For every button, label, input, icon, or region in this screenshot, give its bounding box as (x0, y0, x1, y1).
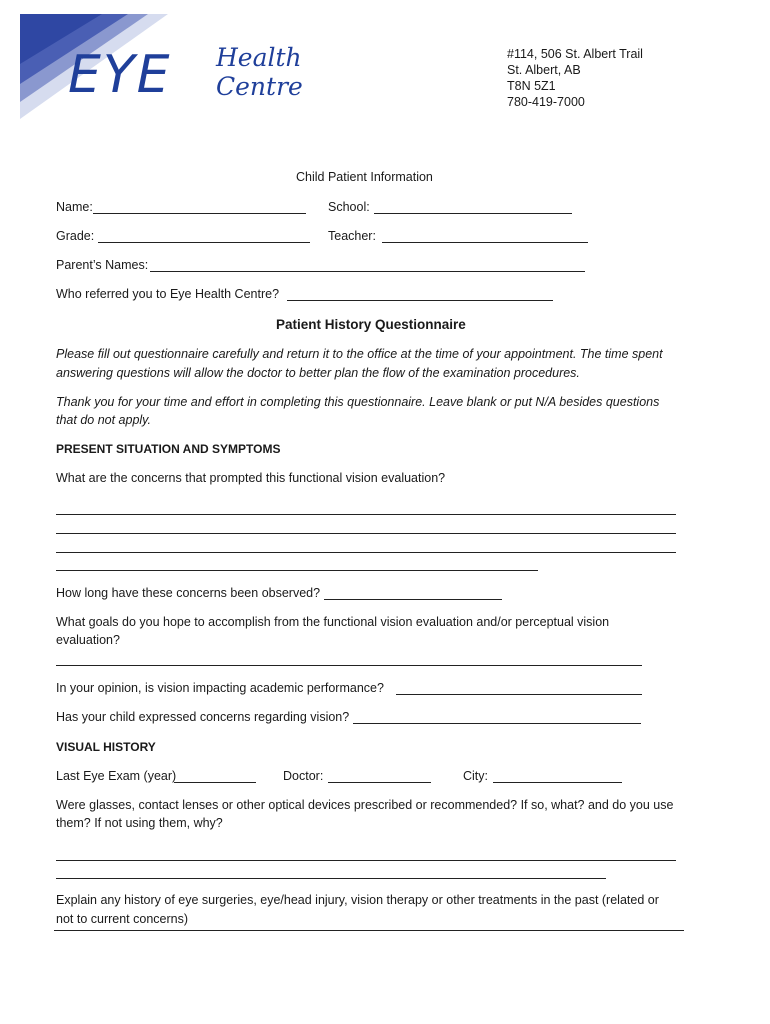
referred-label: Who referred you to Eye Health Centre? (56, 287, 280, 301)
page-divider (54, 930, 684, 931)
academic-field[interactable] (396, 694, 642, 695)
question-child-concerns: Has your child expressed concerns regarding vision? (56, 710, 350, 724)
goals-answer-line[interactable] (56, 665, 642, 666)
question-goals-line-2: evaluation? (56, 633, 120, 647)
parents-label: Parent’s Names: (56, 258, 149, 272)
logo-centre-text: Centre (216, 72, 303, 101)
address-line-1: #114, 506 St. Albert Trail (507, 47, 643, 61)
doctor-label: Doctor: (283, 769, 324, 783)
concerns-answer-line[interactable] (56, 514, 676, 515)
concerns-answer-line[interactable] (56, 533, 676, 534)
question-concerns: What are the concerns that prompted this functional vision evaluation? (56, 471, 446, 485)
school-field[interactable] (374, 213, 572, 214)
glasses-answer-line[interactable] (56, 878, 606, 879)
address-line-2: St. Albert, AB (507, 63, 581, 77)
school-label: School: (328, 200, 370, 214)
questionnaire-title: Patient History Questionnaire (276, 317, 466, 332)
city-label: City: (463, 769, 488, 783)
name-label: Name: (56, 200, 93, 214)
address-phone: 780-419-7000 (507, 95, 585, 109)
address-line-3: T8N 5Z1 (507, 79, 556, 93)
question-goals-line-1: What goals do you hope to accomplish from the functional vision evaluation and/or perceptual vision (56, 615, 610, 629)
logo-health-text: Health (216, 43, 302, 72)
eye-health-centre-logo (20, 14, 320, 124)
question-history-line-1: Explain any history of eye surgeries, eye/head injury, vision therapy or other treatments in the past (related or (56, 893, 659, 907)
logo-graphic (20, 14, 320, 124)
referred-field[interactable] (287, 300, 553, 301)
how-long-field[interactable] (324, 599, 502, 600)
last-exam-label: Last Eye Exam (year) (56, 769, 177, 783)
instruction-2-line-2: that do not apply. (56, 413, 151, 427)
doctor-field[interactable] (328, 782, 431, 783)
teacher-label: Teacher: (328, 229, 376, 243)
instruction-2-line-1: Thank you for your time and effort in completing this questionnaire. Leave blank or put N/A besides questions (56, 395, 660, 409)
question-how-long: How long have these concerns been observed? (56, 586, 321, 600)
child-concerns-field[interactable] (353, 723, 641, 724)
section-visual-history: VISUAL HISTORY (56, 740, 156, 754)
section-present-situation: PRESENT SITUATION AND SYMPTOMS (56, 442, 281, 456)
glasses-answer-line[interactable] (56, 860, 676, 861)
last-exam-field[interactable] (174, 782, 256, 783)
question-glasses-line-2: them? If not using them, why? (56, 816, 223, 830)
concerns-answer-line[interactable] (56, 552, 676, 553)
instruction-1-line-2: answering questions will allow the doctor to better plan the flow of the examination procedures. (56, 366, 580, 380)
parents-field[interactable] (150, 271, 585, 272)
question-glasses-line-1: Were glasses, contact lenses or other optical devices prescribed or recommended? If so, what? and do you use (56, 798, 674, 812)
question-academic: In your opinion, is vision impacting academic performance? (56, 681, 384, 695)
concerns-answer-line[interactable] (56, 570, 538, 571)
instruction-1-line-1: Please fill out questionnaire carefully and return it to the office at the time of your appointment. The time spent (56, 347, 663, 361)
teacher-field[interactable] (382, 242, 588, 243)
form-title: Child Patient Information (296, 170, 433, 184)
name-field[interactable] (93, 213, 306, 214)
question-history-line-2: not to current concerns) (56, 912, 189, 926)
city-field[interactable] (493, 782, 622, 783)
logo-eye-text: EYE (68, 45, 172, 105)
clinic-address (507, 46, 643, 110)
grade-field[interactable] (98, 242, 310, 243)
grade-label: Grade: (56, 229, 95, 243)
